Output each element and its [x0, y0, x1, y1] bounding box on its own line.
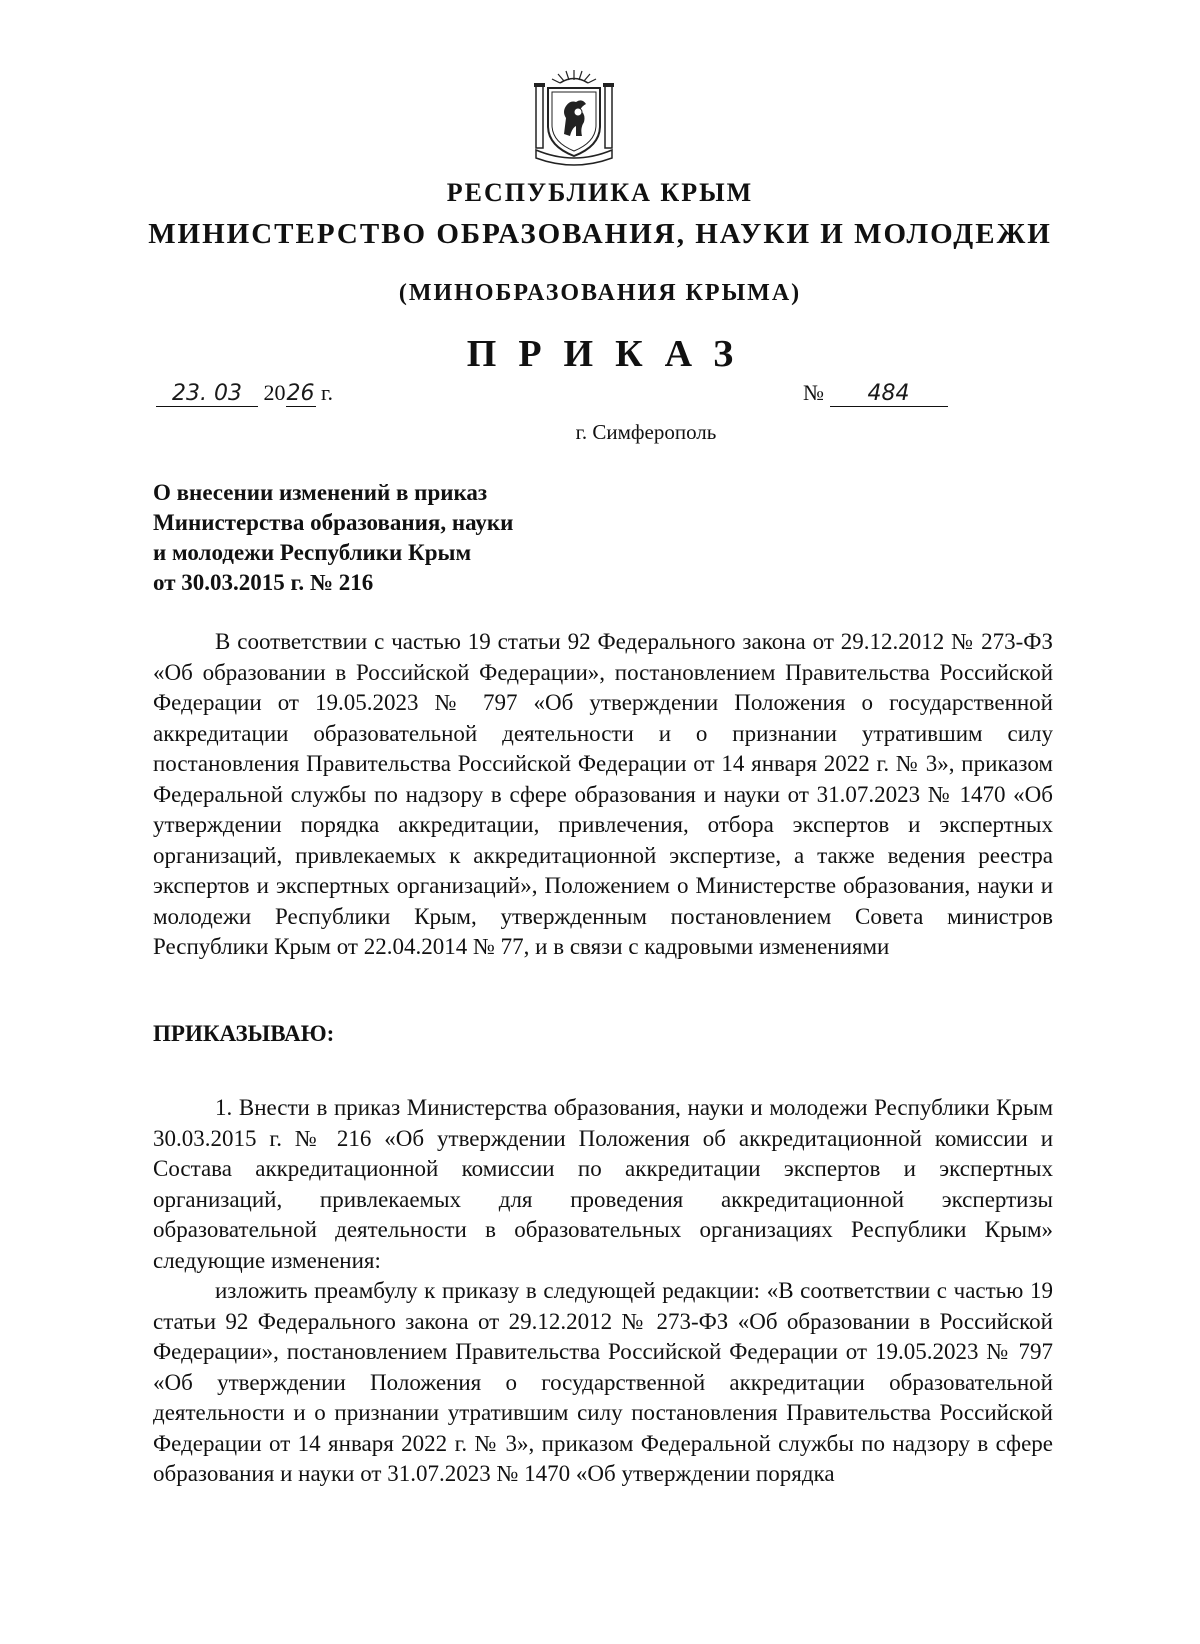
date-year-suffix: 26 [286, 381, 315, 406]
subject-line: и молодежи Республики Крым [153, 540, 472, 565]
order-word: ПРИКАЗЫВАЮ: [153, 1021, 335, 1046]
order-items [153, 1093, 1053, 1490]
date-day-month: 23. 03 [156, 382, 258, 407]
republic-heading: РЕСПУБЛИКА КРЫМ [446, 178, 754, 207]
number-sign: № [803, 380, 824, 405]
document-title: ПРИКАЗ [466, 333, 756, 375]
ministry-short-name: (МИНОБРАЗОВАНИЯ КРЫМА) [398, 280, 802, 306]
preamble-paragraph [153, 627, 1053, 963]
city-name: г. Симферополь [575, 420, 717, 444]
date-year-prefix: 20 [263, 380, 286, 405]
subject-line: О внесении изменений в приказ [153, 480, 488, 505]
order-date [156, 380, 333, 407]
date-year-unit: г. [321, 380, 334, 405]
ministry-heading: МИНИСТЕРСТВО ОБРАЗОВАНИЯ, НАУКИ И МОЛОДЕЖИ [148, 218, 1052, 250]
crimea-coat-of-arms-icon [530, 68, 618, 166]
subject-line: Министерства образования, науки [153, 510, 514, 535]
order-number [803, 380, 948, 407]
number-value: 484 [830, 382, 948, 407]
preamble-text: В соответствии с частью 19 статьи 92 Федерального закона от 29.12.2012 № 273-ФЗ «Об образовании в Российской Федерации», постановлением Правительства Российской Федерации от 19.05.2023 № 797 «Об утверждении Положения о государственной аккредитации образовательной деятельности и о признании утратившим силу постановления Правительства Российской Федерации от 14 января 2022 г. № 3», приказом Федеральной службы по надзору в сфере образования и науки от 31.07.2023 № 1470 «Об утверждении порядка аккредитации, привлечения, отбора экспертов и экспертных организаций, привлекаемых к аккредитационной экспертизе, а также ведения реестра экспертов и экспертных организаций», Положением о Министерстве образования, науки и молодежи Республики Крым, утвержденным постановлением Совета министров Республики Крым от 22.04.2014 № 77, и в связи с кадровыми изменениями [153, 629, 1053, 959]
item-1-preamble-text: изложить преамбулу к приказу в следующей редакции: «В соответствии с частью 19 статьи 92 Федерального закона от 29.12.2012 № 273-ФЗ «Об образовании в Российской Федерации», постановлением Правительства Российской Федерации от 19.05.2023 № 797 «Об утверждении Положения о государственной аккредитации образовательной деятельности и о признании утратившим силу постановления Правительства Российской Федерации от 14 января 2022 г. № 3», приказом Федеральной службы по надзору в сфере образования и науки от 31.07.2023 № 1470 «Об утверждении порядка [153, 1278, 1053, 1486]
subject-line: от 30.03.2015 г. № 216 [153, 570, 374, 595]
city [0, 420, 1200, 445]
order-subject [153, 478, 653, 598]
item-1-text: 1. Внести в приказ Министерства образования, науки и молодежи Республики Крым 30.03.2015 г. № 216 «Об утверждении Положения об аккредитационной комиссии и Состава аккредитационной комиссии по аккредитации экспертов и экспертных организаций, привлекаемых для проведения аккредитационной экспертизы образовательной деятельности в образовательных организациях Республики Крым» следующие изменения: [153, 1095, 1053, 1273]
